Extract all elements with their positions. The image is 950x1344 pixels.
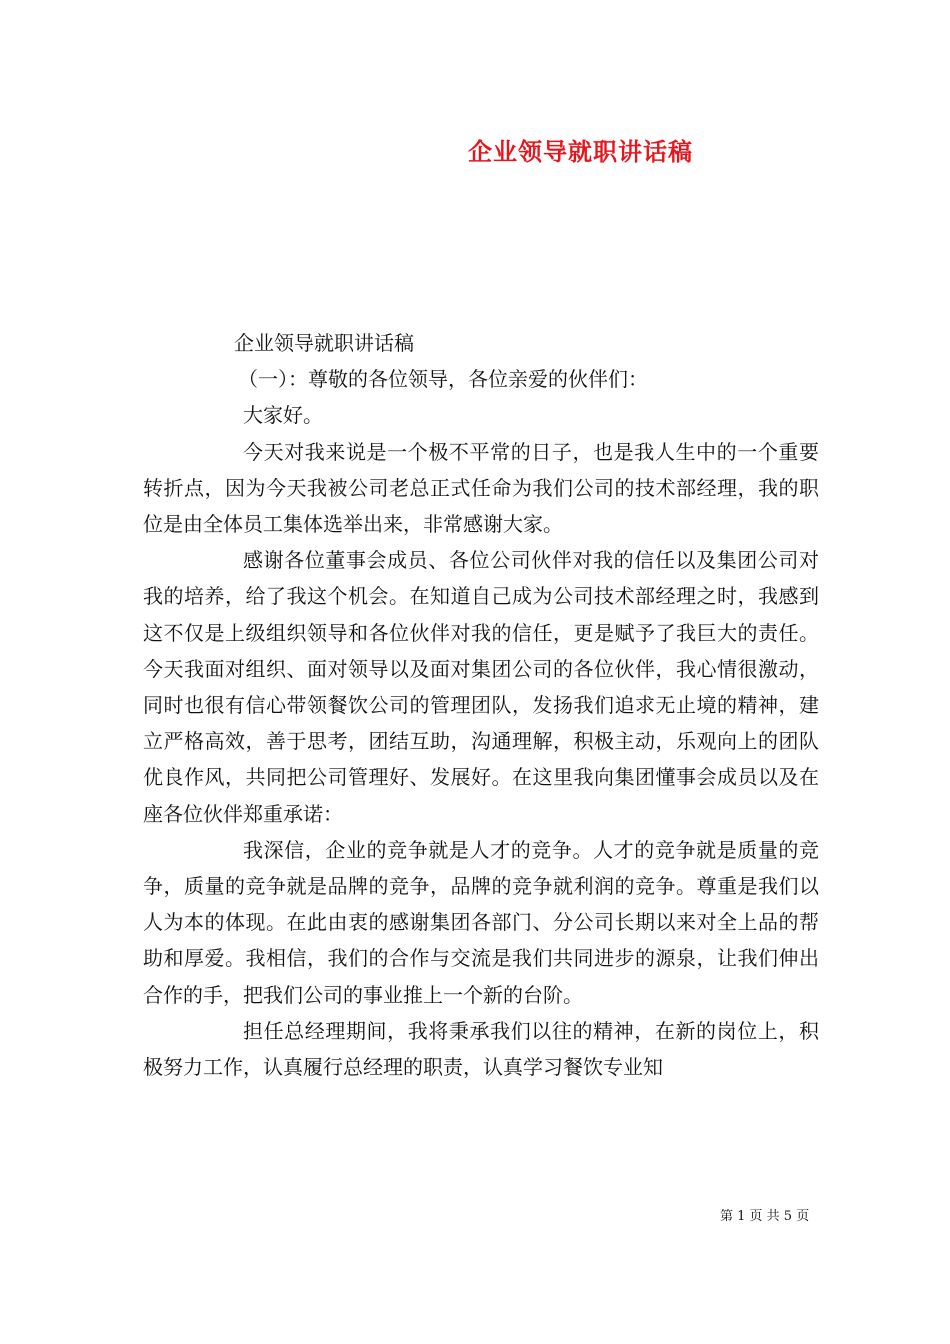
paragraph-1: 今天对我来说是一个极不平常的日子，也是我人生中的一个重要转折点，因为今天我被公司老总正式任命为我们公司的技术部经理，我的职位是由全体员工集体选举出来，非常感谢大家。	[143, 439, 819, 537]
greeting: 大家好。	[243, 403, 323, 428]
document-subtitle: 企业领导就职讲话稿	[234, 331, 414, 355]
paragraph-2: 感谢各位董事会成员、各位公司伙伴对我的信任以及集团公司对我的培养，给了我这个机会。在知道自己成为公司技术部经理之时，我感到这不仅是上级组织领导和各位伙伴对我的信任，更是赋予了我巨大的责任。今天我面对组织、面对领导以及面对集团公司的各位伙伴，我心情很激动，同时也很有信心带领餐饮公司的管理团队，发扬我们追求无止境的精神，建立严格高效，善于思考，团结互助，沟通理解，积极主动，乐观向上的团队优良作风，共同把公司管理好、发展好。在这里我向集团懂事会成员以及在座各位伙伴郑重承诺：	[143, 548, 819, 826]
page-number: 第 1 页 共 5 页	[720, 1209, 810, 1224]
paragraph-4: 担任总经理期间，我将秉承我们以往的精神，在新的岗位上，积极努力工作，认真履行总经理的职责，认真学习餐饮专业知	[143, 1018, 819, 1080]
document-title: 企业领导就职讲话稿	[468, 137, 693, 166]
salutation: （一）：尊敬的各位领导，各位亲爱的伙伴们：	[238, 367, 648, 392]
document-body	[143, 325, 819, 1085]
paragraph-3: 我深信，企业的竞争就是人才的竞争。人才的竞争就是质量的竞争，质量的竞争就是品牌的竞争，品牌的竞争就利润的竞争。尊重是我们以人为本的体现。在此由衷的感谢集团各部门、分公司长期以来对全上品的帮助和厚爱。我相信，我们的合作与交流是我们共同进步的源泉，让我们伸出合作的手，把我们公司的事业推上一个新的台阶。	[143, 837, 819, 1007]
